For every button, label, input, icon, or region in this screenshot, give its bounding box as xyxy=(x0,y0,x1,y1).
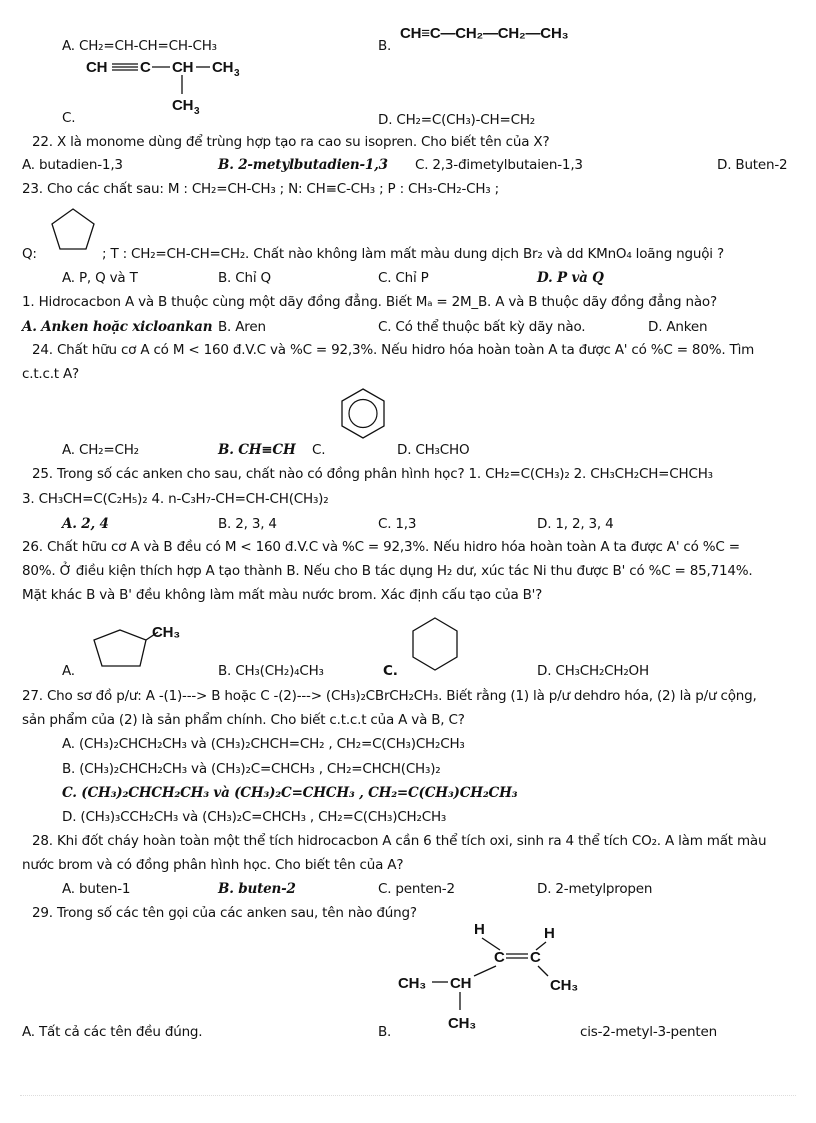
q28-line1: 28. Khi đốt cháy hoàn toàn một thể tích hidrocacbon A cần 6 thể tích oxi, sinh ra 4 thể tích CO₂. A làm mất màu xyxy=(32,833,767,849)
svg-text:3: 3 xyxy=(234,68,240,79)
svg-text:CH: CH xyxy=(212,59,234,76)
svg-text:CH: CH xyxy=(450,975,472,992)
page-bottom-divider xyxy=(20,1095,796,1096)
q27-option-c: C. (CH₃)₂CHCH₂CH₃ và (CH₃)₂C=CHCH₃ , CH₂=C(CH₃)CH₂CH₃ xyxy=(62,785,518,801)
q23-option-d: D. P và Q xyxy=(537,270,604,286)
q21-option-c-label: C. xyxy=(62,110,76,126)
q1-option-b: B. Aren xyxy=(218,319,266,335)
svg-text:C: C xyxy=(494,949,505,966)
methylcyclopentane-ch3-label: CH₃ xyxy=(152,624,181,641)
q21-option-c-structure xyxy=(86,58,256,120)
q24-option-c: C. xyxy=(312,442,326,458)
q25-option-c: C. 1,3 xyxy=(378,516,417,532)
q21-option-b-structure: CH≡C—CH₂—CH₂—CH₃ xyxy=(400,25,569,42)
q22-option-a: A. butadien-1,3 xyxy=(22,157,123,173)
q21-option-b-label: B. xyxy=(378,38,392,54)
q22-option-c: C. 2,3-đimetylbutaien-1,3 xyxy=(415,157,583,173)
svg-text:3: 3 xyxy=(194,106,200,117)
svg-text:C: C xyxy=(530,949,541,966)
q23-line2: ; T : CH₂=CH-CH=CH₂. Chất nào không làm mất màu dung dịch Br₂ và dd KMnO₄ loãng nguội ? xyxy=(102,246,724,262)
q21-option-a: A. CH₂=CH-CH=CH-CH₃ xyxy=(62,38,217,54)
q22-question: 22. X là monome dùng để trùng hợp tạo ra cao su isopren. Cho biết tên của X? xyxy=(32,134,550,150)
methylcyclopentane-icon xyxy=(90,618,200,672)
q28-option-c: C. penten-2 xyxy=(378,881,455,897)
q29-structure xyxy=(396,918,596,1038)
svg-text:CH₃: CH₃ xyxy=(448,1015,477,1032)
q26-option-a: A. xyxy=(62,663,75,679)
q1-question: 1. Hidrocacbon A và B thuộc cùng một dãy đồng đẳng. Biết Mₐ = 2M_B. A và B thuộc dãy đồng đẳng nào? xyxy=(22,294,717,310)
q25-question: 25. Trong số các anken cho sau, chất nào có đồng phân hình học? 1. CH₂=C(CH₃)₂ 2. CH₃CH₂CH=CHCH₃ xyxy=(32,466,713,482)
q25-option-b: B. 2, 3, 4 xyxy=(218,516,277,532)
q29-option-b-name: cis-2-metyl-3-penten xyxy=(580,1024,717,1040)
q26-option-c: C. xyxy=(383,663,398,679)
q29-option-a: A. Tất cả các tên đều đúng. xyxy=(22,1024,203,1040)
cyclopentane-icon xyxy=(50,207,96,253)
q1-option-d: D. Anken xyxy=(648,319,708,335)
q22-option-b: B. 2-metylbutadien-1,3 xyxy=(218,157,388,173)
q28-option-a: A. buten-1 xyxy=(62,881,131,897)
q27-option-a: A. (CH₃)₂CHCH₂CH₃ và (CH₃)₂CHCH=CH₂ , CH₂=C(CH₃)CH₂CH₃ xyxy=(62,736,465,752)
q25-option-a: A. 2, 4 xyxy=(62,516,109,532)
q28-option-b: B. buten-2 xyxy=(218,881,296,897)
q22-option-d: D. Buten-2 xyxy=(717,157,788,173)
benzene-icon xyxy=(340,388,386,440)
q24-question: 24. Chất hữu cơ A có M < 160 đ.V.C và %C = 92,3%. Nếu hidro hóa hoàn toàn A ta được A' có %C = 80%. Tìm xyxy=(32,342,755,358)
svg-text:CH: CH xyxy=(172,59,194,76)
q24-option-d: D. CH₃CHO xyxy=(397,442,470,458)
q26-line2: 80%. Ở điều kiện thích hợp A tạo thành B. Nếu cho B tác dụng H₂ dư, xúc tác Ni thu được B' có %C = 85,714%. xyxy=(22,563,753,579)
q24-option-a: A. CH₂=CH₂ xyxy=(62,442,139,458)
svg-text:CH: CH xyxy=(86,59,108,76)
cyclohexane-icon xyxy=(410,616,460,674)
q23-q-label: Q: xyxy=(22,246,37,262)
q29-question: 29. Trong số các tên gọi của các anken sau, tên nào đúng? xyxy=(32,905,417,921)
q26-line1: 26. Chất hữu cơ A và B đều có M < 160 đ.V.C và %C = 92,3%. Nếu hidro hóa hoàn toàn A ta được A' có %C = xyxy=(22,539,740,555)
q28-line2: nước brom và có đồng phân hình học. Cho biết tên của A? xyxy=(22,857,404,873)
q26-option-b: B. CH₃(CH₂)₄CH₃ xyxy=(218,663,324,679)
svg-text:H: H xyxy=(544,925,555,942)
q23-option-c: C. Chỉ P xyxy=(378,270,429,286)
q23-question: 23. Cho các chất sau: M : CH₂=CH-CH₃ ; N: CH≡C-CH₃ ; P : CH₃-CH₂-CH₃ ; xyxy=(22,181,499,197)
q23-option-a: A. P, Q và T xyxy=(62,270,138,286)
q26-line3: Mặt khác B và B' đều không làm mất màu nước brom. Xác định cấu tạo của B'? xyxy=(22,587,543,603)
q27-line2: sản phẩm của (2) là sản phẩm chính. Cho biết c.t.c.t của A và B, C? xyxy=(22,712,465,728)
svg-text:CH₃: CH₃ xyxy=(550,977,579,994)
q27-option-b: B. (CH₃)₂CHCH₂CH₃ và (CH₃)₂C=CHCH₃ , CH₂=CHCH(CH₃)₂ xyxy=(62,761,441,777)
q25-option-d: D. 1, 2, 3, 4 xyxy=(537,516,614,532)
q24-option-b: B. CH≡CH xyxy=(218,442,296,458)
q26-option-d: D. CH₃CH₂CH₂OH xyxy=(537,663,649,679)
svg-text:CH: CH xyxy=(172,97,194,114)
q29-option-b-label: B. xyxy=(378,1024,392,1040)
q1-option-c: C. Có thể thuộc bất kỳ dãy nào. xyxy=(378,319,586,335)
q27-line1: 27. Cho sơ đồ p/ư: A -(1)---> B hoặc C -(2)---> (CH₃)₂CBrCH₂CH₃. Biết rằng (1) là p/ư dehdro hóa, (2) là p/ư cộng, xyxy=(22,688,757,704)
q27-option-d: D. (CH₃)₃CCH₂CH₃ và (CH₃)₂C=CHCH₃ , CH₂=C(CH₃)CH₂CH₃ xyxy=(62,809,447,825)
svg-text:CH₃: CH₃ xyxy=(398,975,427,992)
svg-text:C: C xyxy=(140,59,151,76)
q23-option-b: B. Chỉ Q xyxy=(218,270,271,286)
svg-text:H: H xyxy=(474,921,485,938)
q28-option-d: D. 2-metylpropen xyxy=(537,881,653,897)
q24-question-2: c.t.c.t A? xyxy=(22,366,79,382)
q1-option-a: A. Anken hoặc xicloankan xyxy=(22,319,213,335)
q25-line2: 3. CH₃CH=C(C₂H₅)₂ 4. n-C₃H₇-CH=CH-CH(CH₃)₂ xyxy=(22,491,329,507)
q21-option-d: D. CH₂=C(CH₃)-CH=CH₂ xyxy=(378,112,535,128)
